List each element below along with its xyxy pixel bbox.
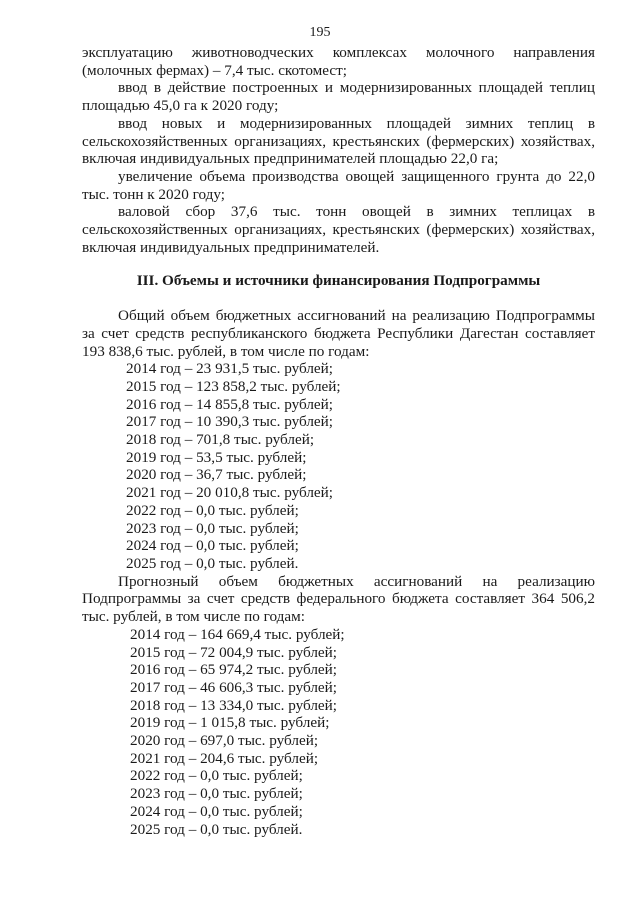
list-item: 2024 год – 0,0 тыс. рублей; (130, 802, 303, 820)
document-body (82, 44, 595, 838)
list-item: 2016 год – 65 974,2 тыс. рублей; (130, 661, 338, 679)
section-heading: III. Объемы и источники финансирования Подпрограммы (136, 272, 541, 290)
intro-line-4: увеличение объема производства овощей защищенного грунта до 22,0 тыс. тонн к 2020 году; (82, 167, 595, 203)
list-item: 2016 год – 14 855,8 тыс. рублей; (126, 395, 334, 413)
list-item: 2020 год – 36,7 тыс. рублей; (126, 466, 307, 484)
list-item: 2023 год – 0,0 тыс. рублей; (126, 519, 299, 537)
list-item: 2017 год – 46 606,3 тыс. рублей; (130, 678, 338, 696)
federal-year-list (82, 626, 595, 838)
list-item: 2022 год – 0,0 тыс. рублей; (130, 767, 303, 785)
list-item: 2014 год – 23 931,5 тыс. рублей; (126, 360, 334, 378)
list-item: 2020 год – 697,0 тыс. рублей; (130, 732, 319, 750)
list-item: 2024 год – 0,0 тыс. рублей; (126, 537, 299, 555)
list-item: 2019 год – 53,5 тыс. рублей; (126, 448, 307, 466)
intro-line-5: валовой сбор 37,6 тыс. тонн овощей в зимних теплицах в сельскохозяйственных организациях, крестьянских (фермерских) хозяйствах, включая индивидуальных предпринимателей. (82, 203, 595, 256)
republican-year-list (82, 360, 595, 572)
federal-budget-paragraph: Прогнозный объем бюджетных ассигнований на реализацию Подпрограммы за счет средств федерального бюджета составляет 364 506,2 тыс. рублей, в том числе по годам: (82, 572, 595, 626)
list-item: 2015 год – 123 858,2 тыс. рублей; (126, 377, 341, 395)
list-item: 2019 год – 1 015,8 тыс. рублей; (130, 714, 330, 732)
list-item: 2017 год – 10 390,3 тыс. рублей; (126, 413, 334, 431)
republican-budget-paragraph: Общий объем бюджетных ассигнований на реализацию Подпрограммы за счет средств республиканского бюджета Республики Дагестан составляет 193 838,6 тыс. рублей, в том числе по годам: (82, 307, 595, 360)
list-item: 2018 год – 701,8 тыс. рублей; (126, 431, 315, 449)
list-item: 2014 год – 164 669,4 тыс. рублей; (130, 625, 345, 643)
intro-line-3: ввод новых и модернизированных площадей зимних теплиц в сельскохозяйственных организациях, крестьянских (фермерских) хозяйствах, включая индивидуальных предпринимателей площадью 22,0 га; (82, 114, 595, 168)
list-item: 2023 год – 0,0 тыс. рублей; (130, 785, 303, 803)
intro-line-2: ввод в действие построенных и модернизированных площадей теплиц площадью 45,0 га к 2020 году; (82, 79, 595, 115)
list-item: 2025 год – 0,0 тыс. рублей. (130, 820, 303, 838)
intro-line-1: эксплуатацию животноводческих комплексах молочного направления (молочных фермах) – 7,4 тыс. скотомест; (82, 44, 595, 79)
list-item: 2021 год – 204,6 тыс. рублей; (130, 749, 319, 767)
list-item: 2018 год – 13 334,0 тыс. рублей; (130, 696, 338, 714)
list-item: 2022 год – 0,0 тыс. рублей; (126, 501, 299, 519)
list-item: 2021 год – 20 010,8 тыс. рублей; (126, 484, 334, 502)
list-item: 2025 год – 0,0 тыс. рублей. (126, 554, 299, 572)
list-item: 2015 год – 72 004,9 тыс. рублей; (130, 643, 338, 661)
page-number: 195 (309, 25, 331, 40)
